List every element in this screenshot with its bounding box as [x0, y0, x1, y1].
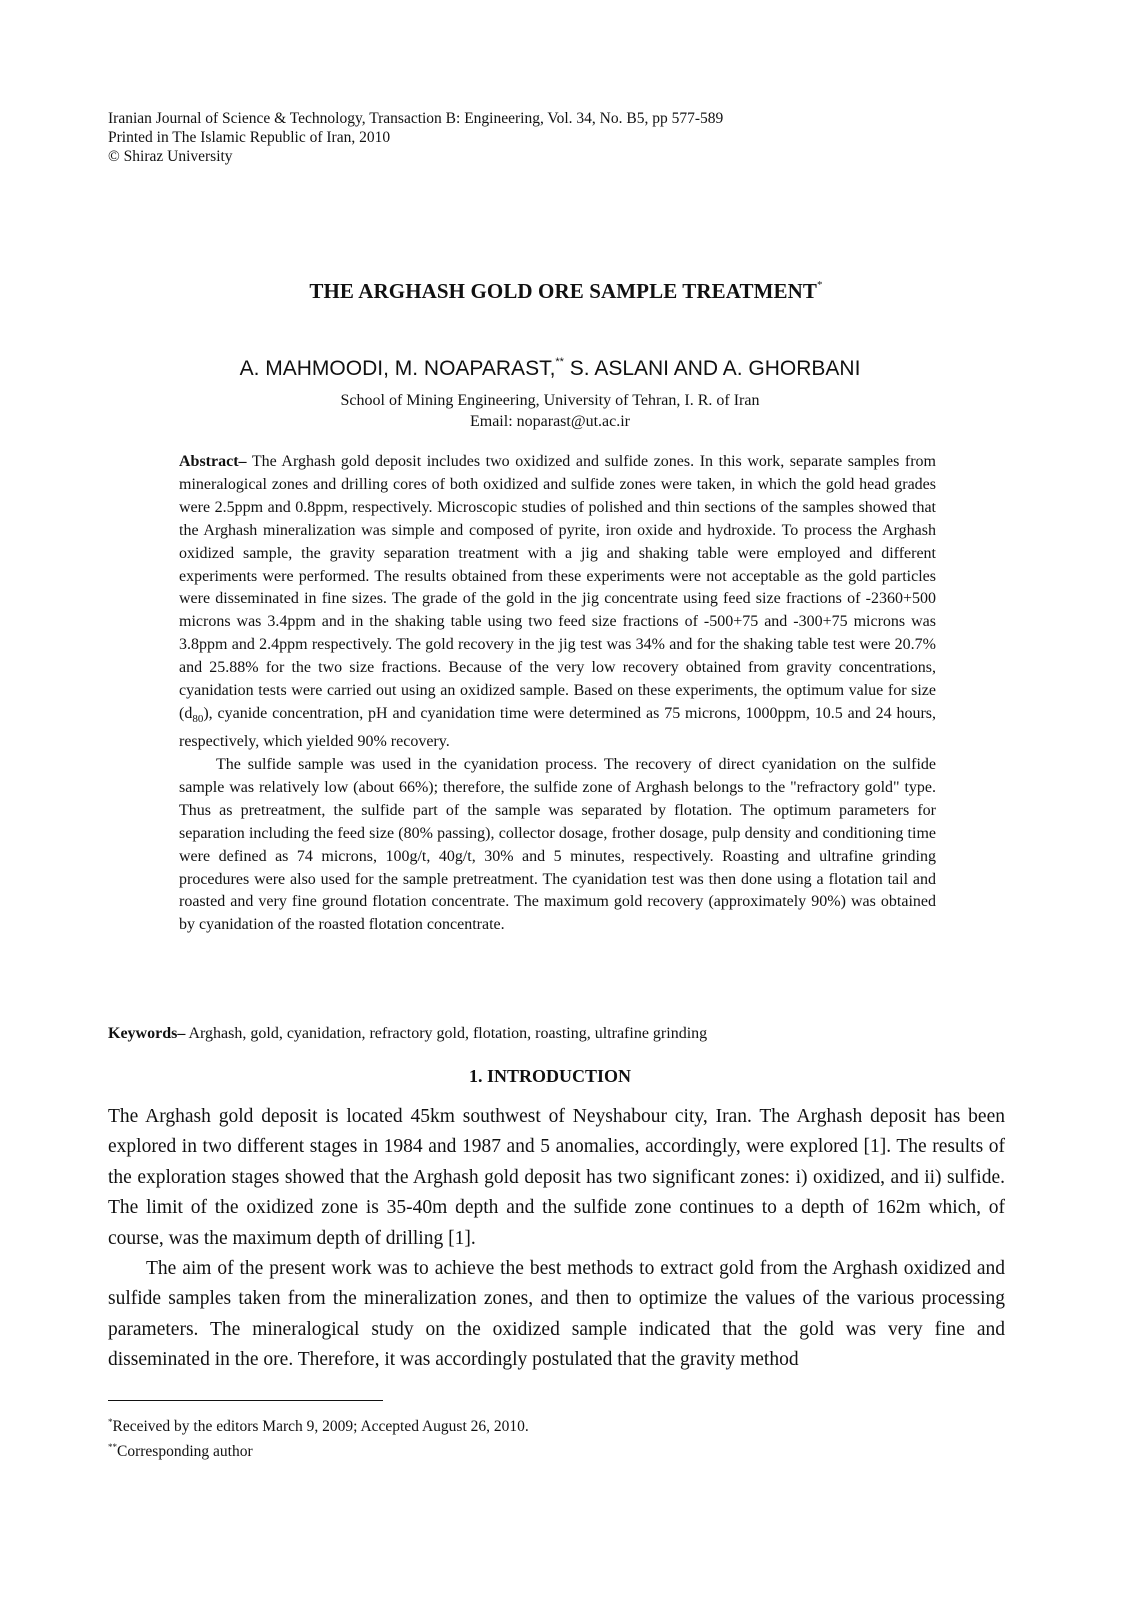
footnote-corresponding: [108, 1437, 529, 1462]
affiliation-email: Email: noparast@ut.ac.ir: [469, 413, 630, 430]
affiliation: [0, 390, 1100, 432]
author-list: [0, 356, 1100, 381]
journal-copyright: © Shiraz University: [108, 148, 233, 165]
paper-title-text: THE ARGHASH GOLD ORE SAMPLE TREATMENT: [309, 279, 817, 303]
abstract-subscript: 80: [192, 713, 204, 726]
abstract: [179, 451, 936, 937]
footnotes: [108, 1412, 529, 1462]
journal-citation: Iranian Journal of Science & Technology, Transaction B: Engineering, Vol. 34, No. B5, pp 577-589: [108, 110, 724, 127]
title-footnote-mark: *: [816, 279, 823, 291]
footnote-received-text: Received by the editors March 9, 2009; Accepted August 26, 2010.: [112, 1418, 529, 1435]
intro-paragraph-1: The Arghash gold deposit is located 45km southwest of Neyshabour city, Iran. The Arghash deposit has been explored in two different stages in 1984 and 1987 and 5 anomalies, accordingly, were explored [1]. The results of the exploration stages showed that the Arghash gold deposit has two significant zones: i) oxidized, and ii) sulfide. The limit of the oxidized zone is 35-40m depth and the sulfide zone continues to a depth of 162m which, of course, was the maximum depth of drilling [1].: [108, 1106, 1005, 1249]
journal-printed: Printed in The Islamic Republic of Iran, 2010: [108, 129, 391, 146]
abstract-label: Abstract–: [179, 453, 247, 470]
footnote-divider: [108, 1400, 383, 1401]
section-heading-introduction: 1. INTRODUCTION: [468, 1066, 632, 1086]
authors-part-2: S. ASLANI AND A. GHORBANI: [563, 357, 861, 380]
abstract-text-1a: The Arghash gold deposit includes two oxidized and sulfide zones. In this work, separate samples from mineralogical zones and drilling cores of both oxidized and sulfide zones were taken, in which the gold head grades were 2.5ppm and 0.8ppm, respectively. Microscopic studies of polished and thin sections of the samples showed that the Arghash mineralization was simple and composed of pyrite, iron oxide and hydroxide. To process the Arghash oxidized sample, the gravity separation treatment with a jig and shaking table were employed and different experiments were performed. The results obtained from these experiments were not acceptable as the gold particles were disseminated in fine sizes. The grade of the gold in the jig concentrate using feed size fractions of -2360+500 microns was 3.4ppm and in the shaking table using two feed size fractions of -500+75 and -300+75 microns was 3.8ppm and 2.4ppm respectively. The gold recovery in the jig test was 34% and for the shaking table test were 20.7% and 25.88% for the two size fractions. Because of the very low recovery obtained from gravity concentrations, cyanidation tests were carried out using an oxidized sample. Based on these experiments, the optimum value for size (d: [179, 453, 936, 722]
paper-title: [0, 279, 1132, 304]
footnote-mark-2: **: [108, 1442, 117, 1452]
footnote-received: [108, 1412, 529, 1437]
abstract-paragraph-2: The sulfide sample was used in the cyanidation process. The recovery of direct cyanidation on the sulfide sample was relatively low (about 66%); therefore, the sulfide zone of Arghash belongs to the "refractory gold" type. Thus as pretreatment, the sulfide part of the sample was separated by flotation. The optimum parameters for separation including the feed size (80% passing), collector dosage, frother dosage, pulp density and conditioning time were defined as 74 microns, 100g/t, 40g/t, 30% and 5 minutes, respectively. Roasting and ultrafine grinding procedures were also used for the sample pretreatment. The cyanidation test was then done using a flotation tail and roasted and very fine ground flotation concentrate. The maximum gold recovery (approximately 90%) was obtained by cyanidation of the roasted flotation concentrate.: [179, 755, 936, 934]
introduction-body: [108, 1102, 1005, 1376]
affiliation-school: School of Mining Engineering, University of Tehran, I. R. of Iran: [340, 392, 760, 409]
corresponding-author-mark: **: [555, 356, 564, 368]
keywords: [108, 1025, 1008, 1043]
keywords-label: Keywords–: [108, 1025, 186, 1042]
footnote-mark-1: *: [108, 1417, 113, 1427]
intro-paragraph-2: The aim of the present work was to achieve the best methods to extract gold from the Arghash oxidized and sulfide samples taken from the mineralization zones, and then to optimize the values of the various processing parameters. The mineralogical study on the oxidized sample indicated that the gold was very fine and disseminated in the ore. Therefore, it was accordingly postulated that the gravity method: [108, 1258, 1005, 1371]
keywords-text: Arghash, gold, cyanidation, refractory gold, flotation, roasting, ultrafine grinding: [185, 1025, 708, 1042]
abstract-text-1b: ), cyanide concentration, pH and cyanidation time were determined as 75 microns, 1000ppm, 10.5 and 24 hours, respectively, which yielded 90% recovery.: [179, 704, 936, 751]
abstract-paragraph-1: [179, 451, 936, 754]
footnote-corresponding-text: Corresponding author: [117, 1443, 253, 1460]
authors-part-1: A. MAHMOODI, M. NOAPARAST,: [239, 357, 556, 380]
journal-header: [108, 109, 723, 166]
